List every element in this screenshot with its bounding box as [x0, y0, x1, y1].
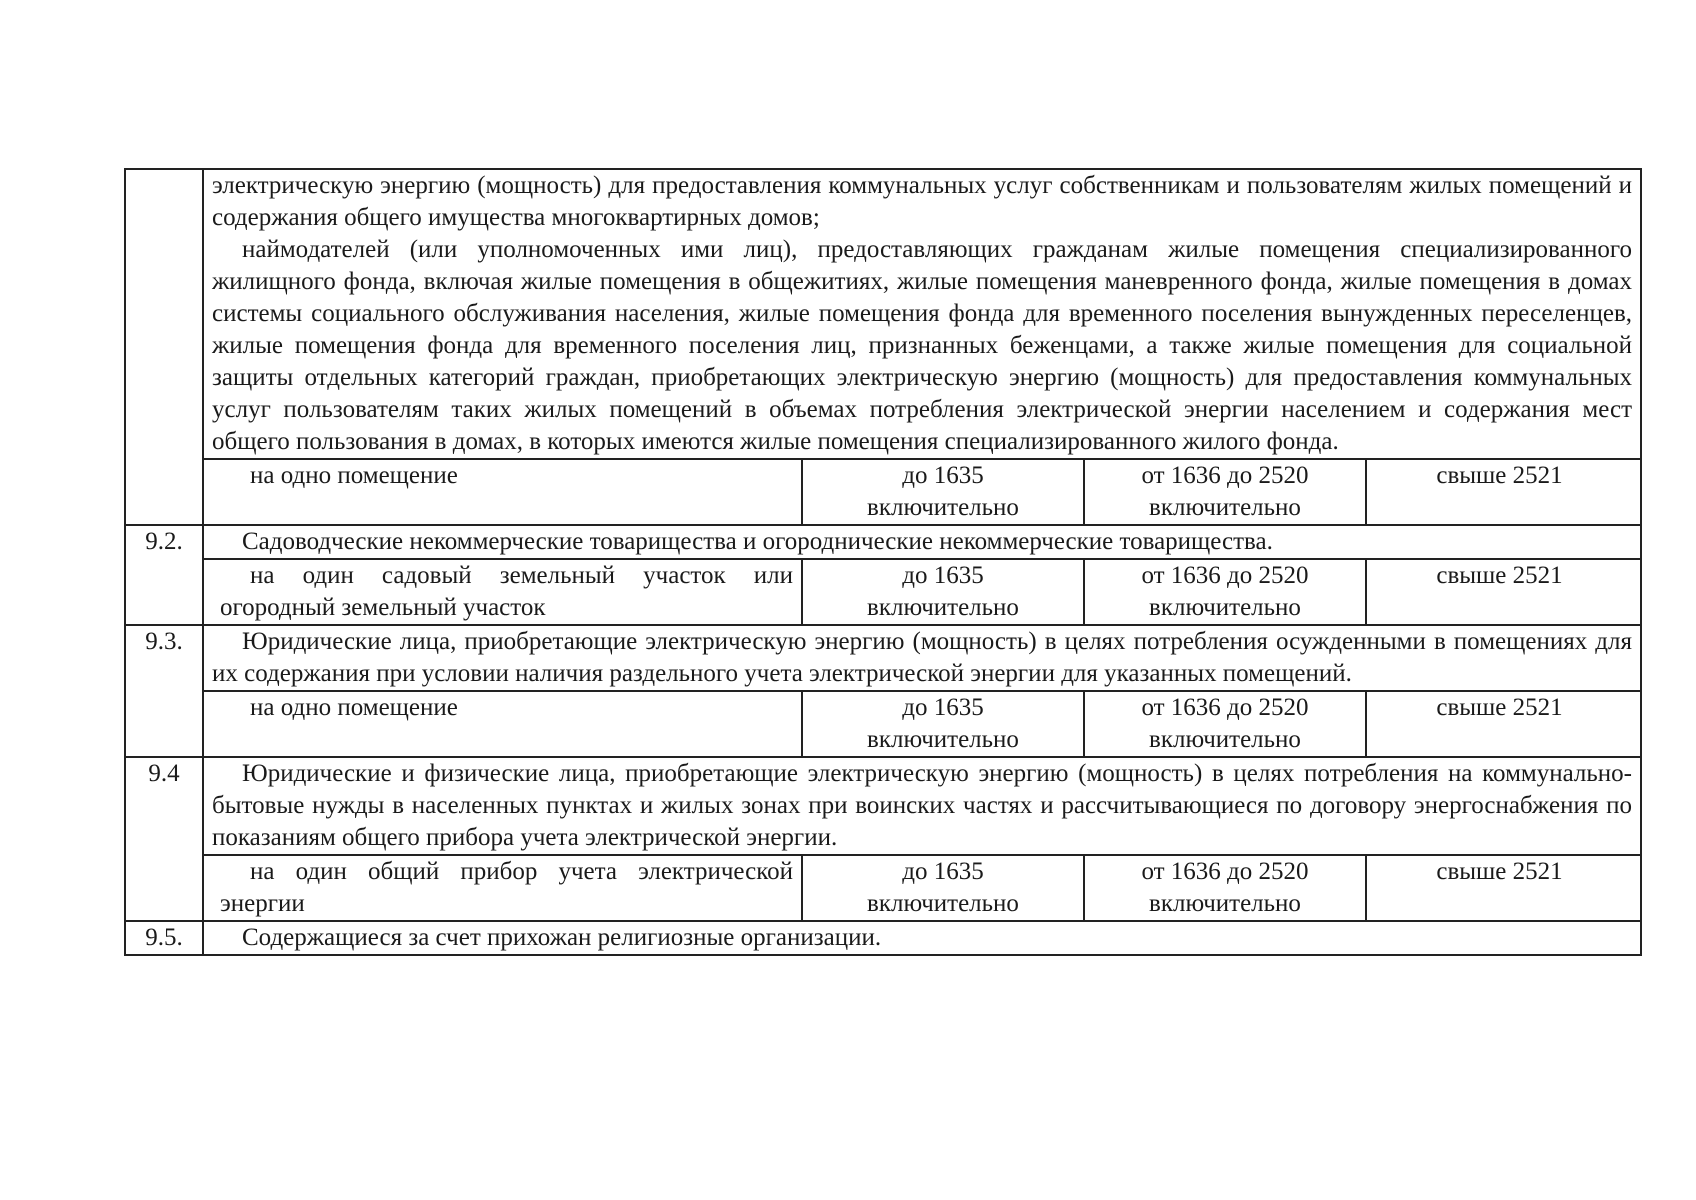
values-cell — [203, 459, 1641, 525]
table-row-9-5 — [125, 921, 1641, 955]
row-number: 9.2. — [125, 525, 203, 625]
range-low: до 1635 включительно — [802, 692, 1084, 756]
range-low: до 1635 включительно — [802, 460, 1084, 524]
values-cell — [203, 691, 1641, 757]
range-mid: от 1636 до 2520 включительно — [1084, 856, 1366, 920]
table-row-9-4 — [125, 757, 1641, 855]
row-description — [203, 169, 1641, 459]
row-number: 9.5. — [125, 921, 203, 955]
table-row-9-4-values — [125, 855, 1641, 921]
table-row-continuation-values — [125, 459, 1641, 525]
values-table — [212, 560, 1632, 624]
unit-label: на одно помещение — [250, 462, 458, 489]
unit-label: на один общий прибор учета электрической энергии — [220, 858, 793, 917]
values-table — [212, 856, 1632, 920]
range-low: до 1635 включительно — [802, 560, 1084, 624]
row-number — [125, 169, 203, 525]
values-table — [212, 692, 1632, 756]
row-description: Содержащиеся за счет прихожан религиозные организации. — [203, 921, 1641, 955]
range-mid: от 1636 до 2520 включительно — [1084, 560, 1366, 624]
unit-label: на одно помещение — [250, 694, 458, 721]
row-number: 9.3. — [125, 625, 203, 757]
unit-label: на один садовый земельный участок или огородный земельный участок — [220, 562, 793, 621]
values-cell — [203, 855, 1641, 921]
range-low: до 1635 включительно — [802, 856, 1084, 920]
range-high: свыше 2521 — [1366, 856, 1632, 920]
tariff-table — [124, 168, 1642, 956]
paragraph-1: электрическую энергию (мощность) для предоставления коммунальных услуг собственникам и пользователям жилых помещений и содержания общего имущества многоквартирных домов; — [212, 172, 1632, 231]
row-number: 9.4 — [125, 757, 203, 921]
row-description: Юридические лица, приобретающие электрическую энергию (мощность) в целях потребления осужденными в помещениях для их содержания при условии наличия раздельного учета электрической энергии для указанных помещений. — [203, 625, 1641, 691]
table-row-9-3-values — [125, 691, 1641, 757]
range-mid: от 1636 до 2520 включительно — [1084, 692, 1366, 756]
table-row-9-2 — [125, 525, 1641, 559]
range-high: свыше 2521 — [1366, 692, 1632, 756]
document-sheet — [124, 168, 1642, 956]
range-high: свыше 2521 — [1366, 460, 1632, 524]
table-row-9-3 — [125, 625, 1641, 691]
values-table — [212, 460, 1632, 524]
row-description: Юридические и физические лица, приобретающие электрическую энергию (мощность) в целях потребления на коммунально-бытовые нужды в населенных пунктах и жилых зонах при воинских частях и рассчитывающиеся по договору энергоснабжения по показаниям общего прибора учета электрической энергии. — [203, 757, 1641, 855]
table-row-continuation — [125, 169, 1641, 459]
table-row-9-2-values — [125, 559, 1641, 625]
row-description: Садоводческие некоммерческие товарищества и огороднические некоммерческие товарищества. — [203, 525, 1641, 559]
paragraph-2: наймодателей (или уполномоченных ими лиц), предоставляющих гражданам жилые помещения специализированного жилищного фонда, включая жилые помещения в общежитиях, жилые помещения маневренного фонда, жилые помещения в домах системы социального обслуживания населения, жилые помещения фонда для временного поселения вынужденных переселенцев, жилые помещения фонда для временного поселения лиц, признанных беженцами, а также жилые помещения для социальной защиты отдельных категорий граждан, приобретающих электрическую энергию (мощность) для предоставления коммунальных услуг пользователям таких жилых помещений в объемах потребления электрической энергии населением и содержания мест общего пользования в домах, в которых имеются жилые помещения специализированного жилого фонда. — [212, 236, 1632, 455]
range-mid: от 1636 до 2520 включительно — [1084, 460, 1366, 524]
range-high: свыше 2521 — [1366, 560, 1632, 624]
values-cell — [203, 559, 1641, 625]
